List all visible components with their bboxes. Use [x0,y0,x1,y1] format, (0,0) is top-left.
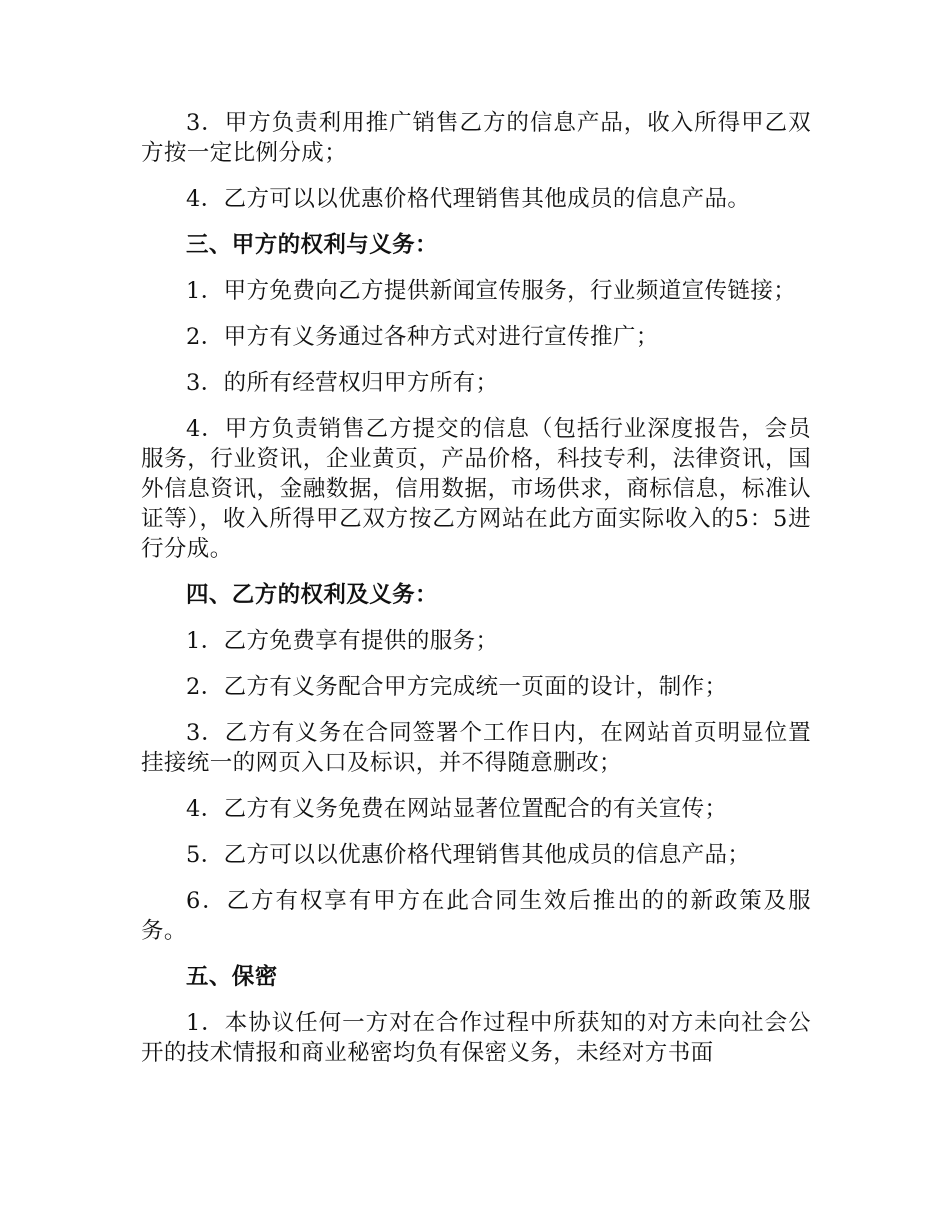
paragraph-4-agency-sales: 4．乙方可以以优惠价格代理销售其他成员的信息产品。 [186,186,751,212]
paragraph-b4-publicity: 4．乙方有义务免费在网站显著位置配合的有关宣传； [186,796,728,822]
paragraph-a2-promotion-duty: 2．甲方有义务通过各种方式对进行宣传推广； [186,324,659,350]
paragraph-b6-new-policies: 6．乙方有权享有甲方在此合同生效后推出的的新政策及服务。 [141,888,811,944]
paragraph-a1-news-promotion: 1．甲方免费向乙方提供新闻宣传服务，行业频道宣传链接； [186,278,797,304]
section-heading-confidentiality: 五、保密 [186,964,278,990]
paragraph-a3-operating-rights: 3．的所有经营权归甲方所有； [186,370,499,396]
paragraph-3-revenue-share: 3．甲方负责利用推广销售乙方的信息产品，收入所得甲乙双方按一定比例分成； [141,110,811,166]
section-heading-party-b-rights: 四、乙方的权利及义务： [186,582,438,608]
document-page [141,108,811,1084]
paragraph-b1-free-service: 1．乙方免费享有提供的服务； [186,628,499,654]
section-heading-party-a-rights: 三、甲方的权利与义务： [186,232,438,258]
paragraph-b2-page-design: 2．乙方有义务配合甲方完成统一页面的设计，制作； [186,674,728,700]
paragraph-b5-agency-sales: 5．乙方可以以优惠价格代理销售其他成员的信息产品； [186,842,751,868]
paragraph-a4-information-sales: 4．甲方负责销售乙方提交的信息（包括行业深度报告，会员服务，行业资讯，企业黄页，产品价格，科技专利，法律资讯，国外信息资讯，金融数据，信用数据，市场供求，商标信息，标准认证等），收入所得甲乙双方按乙方网站在此方面实际收入的5：5进行分成。 [141,416,811,562]
paragraph-b3-homepage-link: 3．乙方有义务在合同签署个工作日内，在网站首页明显位置挂接统一的网页入口及标识，并不得随意删改； [141,720,811,776]
paragraph-c1-confidentiality: 1．本协议任何一方对在合作过程中所获知的对方未向社会公开的技术情报和商业秘密均负有保密义务，未经对方书面 [141,1010,811,1066]
